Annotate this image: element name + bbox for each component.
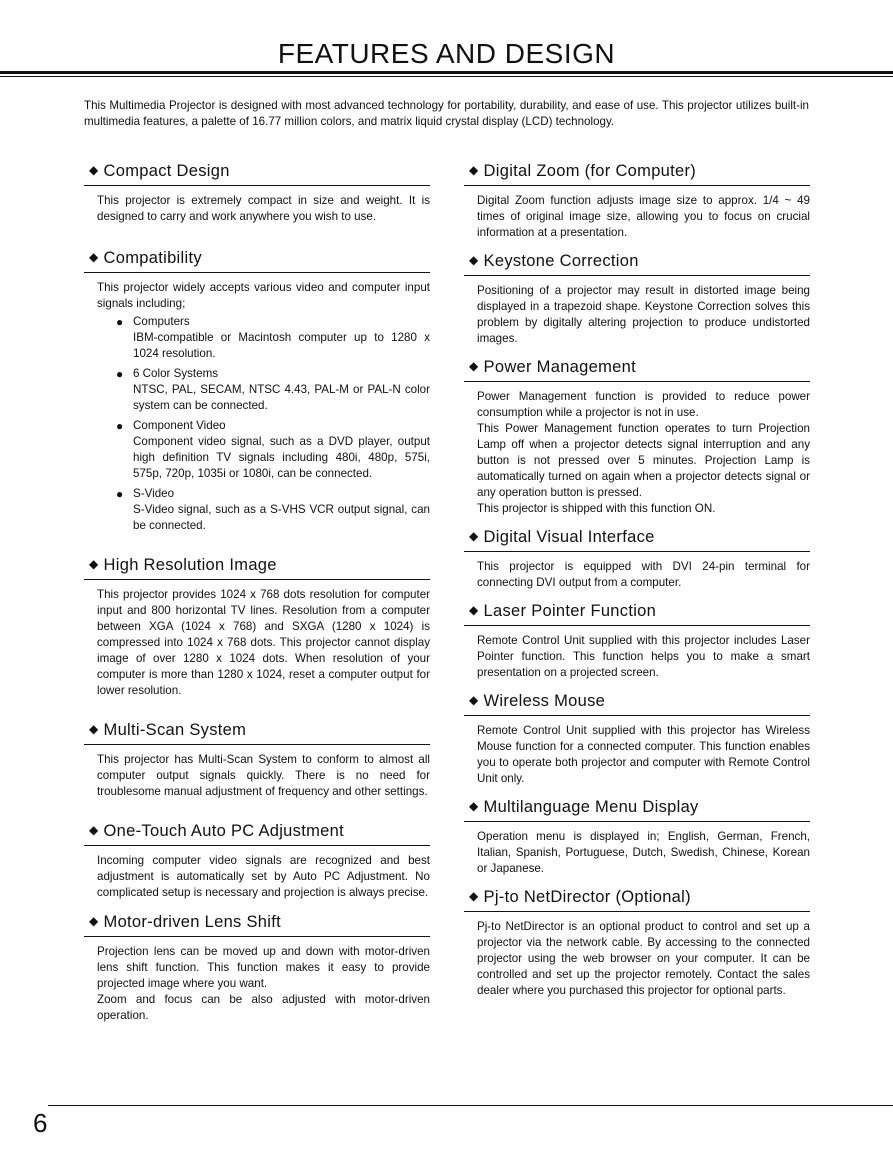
section-paragraph: This projector has Multi-Scan System to conform to almost all computer output signals quickly. There is no need for troublesome manual adjustment of frequency and other settings. <box>97 753 430 798</box>
section-heading <box>464 600 810 626</box>
bullet-icon: ● <box>116 367 124 381</box>
section-body <box>464 186 810 241</box>
diamond-icon: ◆ <box>469 359 479 373</box>
section-heading <box>84 719 430 745</box>
section-heading-text: One-Touch Auto PC Adjustment <box>103 822 344 840</box>
title-rule-thin <box>0 76 893 77</box>
section-paragraph: Zoom and focus can be also adjusted with motor-driven operation. <box>97 993 430 1022</box>
section-heading-text: Wireless Mouse <box>483 692 606 710</box>
diamond-icon: ◆ <box>469 799 479 813</box>
section-heading-text: Digital Visual Interface <box>483 528 655 546</box>
intro-paragraph: This Multimedia Projector is designed with most advanced technology for portability, durability, and ease of use. This projector utilizes built-in multimedia features, a palette of 16.77 million colors, and matrix liquid crystal display (LCD) technology. <box>84 99 809 128</box>
diamond-icon: ◆ <box>89 250 99 264</box>
section-compatibility <box>84 247 430 534</box>
section-keystone-correction <box>464 250 810 347</box>
section-pj-to-netdirector-optional <box>464 886 810 999</box>
section-paragraph: Digital Zoom function adjusts image size to approx. 1/4 ~ 49 times of original image size, allowing you to focus on crucial information at a presentation. <box>477 194 810 239</box>
section-digital-visual-interface <box>464 526 810 591</box>
list-item-text: Component video signal, such as a DVD player, output high definition TV signals including 480i, 480p, 575i, 575p, 720p, 1035i or 1080i, can be connected. <box>133 435 430 480</box>
list-item-text: NTSC, PAL, SECAM, NTSC 4.43, PAL-M or PAL-N color system can be connected. <box>133 383 430 412</box>
section-heading-text: Multi-Scan System <box>103 721 247 739</box>
diamond-icon: ◆ <box>89 823 99 837</box>
section-heading <box>464 356 810 382</box>
section-heading-text: Motor-driven Lens Shift <box>103 913 282 931</box>
section-body <box>464 382 810 517</box>
section-body <box>464 912 810 999</box>
section-heading <box>464 250 810 276</box>
section-heading-text: Laser Pointer Function <box>483 602 657 620</box>
diamond-icon: ◆ <box>89 557 99 571</box>
section-heading <box>84 911 430 937</box>
section-heading-text: Keystone Correction <box>483 252 639 270</box>
list-item-text: IBM-compatible or Macintosh computer up to 1280 x 1024 resolution. <box>133 331 430 360</box>
right-column <box>464 160 810 999</box>
list-item <box>97 486 430 534</box>
diamond-icon: ◆ <box>469 163 479 177</box>
section-one-touch-auto-pc-adjustment <box>84 820 430 901</box>
diamond-icon: ◆ <box>469 603 479 617</box>
bullet-icon: ● <box>116 487 124 501</box>
section-body <box>84 745 430 800</box>
section-heading-text: High Resolution Image <box>103 556 277 574</box>
list-item-title: S-Video <box>133 487 175 500</box>
section-body <box>84 846 430 901</box>
section-heading <box>464 796 810 822</box>
section-body <box>464 626 810 681</box>
section-paragraph: Positioning of a projector may result in distorted image being displayed in a trapezoid shape. Keystone Correction solves this problem by digitally altering projection to produce undistorted images. <box>477 284 810 345</box>
section-power-management <box>464 356 810 517</box>
section-body <box>464 822 810 877</box>
diamond-icon: ◆ <box>89 163 99 177</box>
diamond-icon: ◆ <box>469 693 479 707</box>
list-item <box>97 418 430 482</box>
section-paragraph: This projector provides 1024 x 768 dots resolution for computer input and 800 horizontal TV lines. Resolution from a computer between XGA (1024 x 768) and SXGA (1280 x 1024) is compressed into 1024 x 768 dots. This projector cannot display image of over 1280 x 1024 dots. When resolution of your computer is more than 1280 x 1024, reset a computer output for lower resolution. <box>97 588 430 697</box>
section-heading <box>84 554 430 580</box>
diamond-icon: ◆ <box>89 914 99 928</box>
list-item-title: 6 Color Systems <box>133 367 219 380</box>
list-item-title: Component Video <box>133 419 226 432</box>
diamond-icon: ◆ <box>89 722 99 736</box>
section-motor-driven-lens-shift <box>84 911 430 1024</box>
diamond-icon: ◆ <box>469 253 479 267</box>
section-paragraph: This projector is extremely compact in size and weight. It is designed to carry and work anywhere you wish to use. <box>97 194 430 223</box>
section-high-resolution-image <box>84 554 430 699</box>
section-body <box>464 716 810 787</box>
section-paragraph: This Power Management function operates to turn Projection Lamp off when a projector detects signal interruption and any button is not pressed over 5 minutes. Projection Lamp is automatically turned on again when a projector detects signal or any operation button is pressed. <box>477 422 810 499</box>
diamond-icon: ◆ <box>469 529 479 543</box>
section-multilanguage-menu-display <box>464 796 810 877</box>
section-compact-design <box>84 160 430 225</box>
section-heading <box>464 526 810 552</box>
section-heading <box>464 690 810 716</box>
section-heading-text: Multilanguage Menu Display <box>483 798 699 816</box>
section-body <box>464 552 810 591</box>
bullet-icon: ● <box>116 315 124 329</box>
section-paragraph: Remote Control Unit supplied with this projector includes Laser Pointer function. This function helps you to make a smart presentation on a projected screen. <box>477 634 810 679</box>
section-paragraph: Incoming computer video signals are recognized and best adjustment is automatically set by Auto PC Adjustment. No complicated setup is necessary and projection is always precise. <box>97 854 430 899</box>
section-heading <box>464 160 810 186</box>
section-paragraph: This projector widely accepts various video and computer input signals including; <box>97 281 430 310</box>
section-paragraph: This projector is equipped with DVI 24-pin terminal for connecting DVI output from a computer. <box>477 560 810 589</box>
section-body <box>84 937 430 1024</box>
page-number: 6 <box>33 1108 48 1138</box>
section-body <box>84 580 430 699</box>
section-laser-pointer-function <box>464 600 810 681</box>
section-wireless-mouse <box>464 690 810 787</box>
page-title: FEATURES AND DESIGN <box>277 38 616 69</box>
section-paragraph: This projector is shipped with this function ON. <box>477 502 716 515</box>
section-heading <box>84 247 430 273</box>
section-paragraph: Pj-to NetDirector is an optional product to control and set up a projector via the network cable. By accessing to the connected projector using the web browser on your computer. It can be controlled and set up the projector remotely. Contact the sales dealer where you purchased this projector for optional parts. <box>477 920 810 997</box>
section-heading-text: Compact Design <box>103 162 230 180</box>
section-body <box>464 276 810 347</box>
section-heading <box>84 160 430 186</box>
section-heading-text: Compatibility <box>103 249 202 267</box>
section-heading-text: Pj-to NetDirector (Optional) <box>483 888 691 906</box>
title-rule-thick <box>0 71 893 74</box>
section-paragraph: Projection lens can be moved up and down with motor-driven lens shift function. This function makes it easy to provide projected image where you want. <box>97 945 430 990</box>
footer-rule <box>48 1105 893 1106</box>
section-heading <box>84 820 430 846</box>
section-multi-scan-system <box>84 719 430 800</box>
section-heading <box>464 886 810 912</box>
list-item <box>97 314 430 362</box>
section-digital-zoom-for-computer <box>464 160 810 241</box>
section-heading-text: Digital Zoom (for Computer) <box>483 162 697 180</box>
list-item-title: Computers <box>133 315 190 328</box>
section-paragraph: Power Management function is provided to reduce power consumption while a projector is not in use. <box>477 390 810 419</box>
bullet-icon: ● <box>116 419 124 433</box>
section-paragraph: Operation menu is displayed in; English, German, French, Italian, Spanish, Portuguese, Dutch, Swedish, Chinese, Korean or Japanese. <box>477 830 810 875</box>
section-body <box>84 186 430 225</box>
list-item <box>97 366 430 414</box>
left-column <box>84 160 430 1024</box>
signal-list <box>97 314 430 534</box>
section-heading-text: Power Management <box>483 358 636 376</box>
section-body <box>84 273 430 534</box>
list-item-text: S-Video signal, such as a S-VHS VCR output signal, can be connected. <box>133 503 430 532</box>
diamond-icon: ◆ <box>469 889 479 903</box>
section-paragraph: Remote Control Unit supplied with this projector has Wireless Mouse function for a connected computer. This function enables you to operate both projector and computer with Remote Control Unit only. <box>477 724 810 785</box>
